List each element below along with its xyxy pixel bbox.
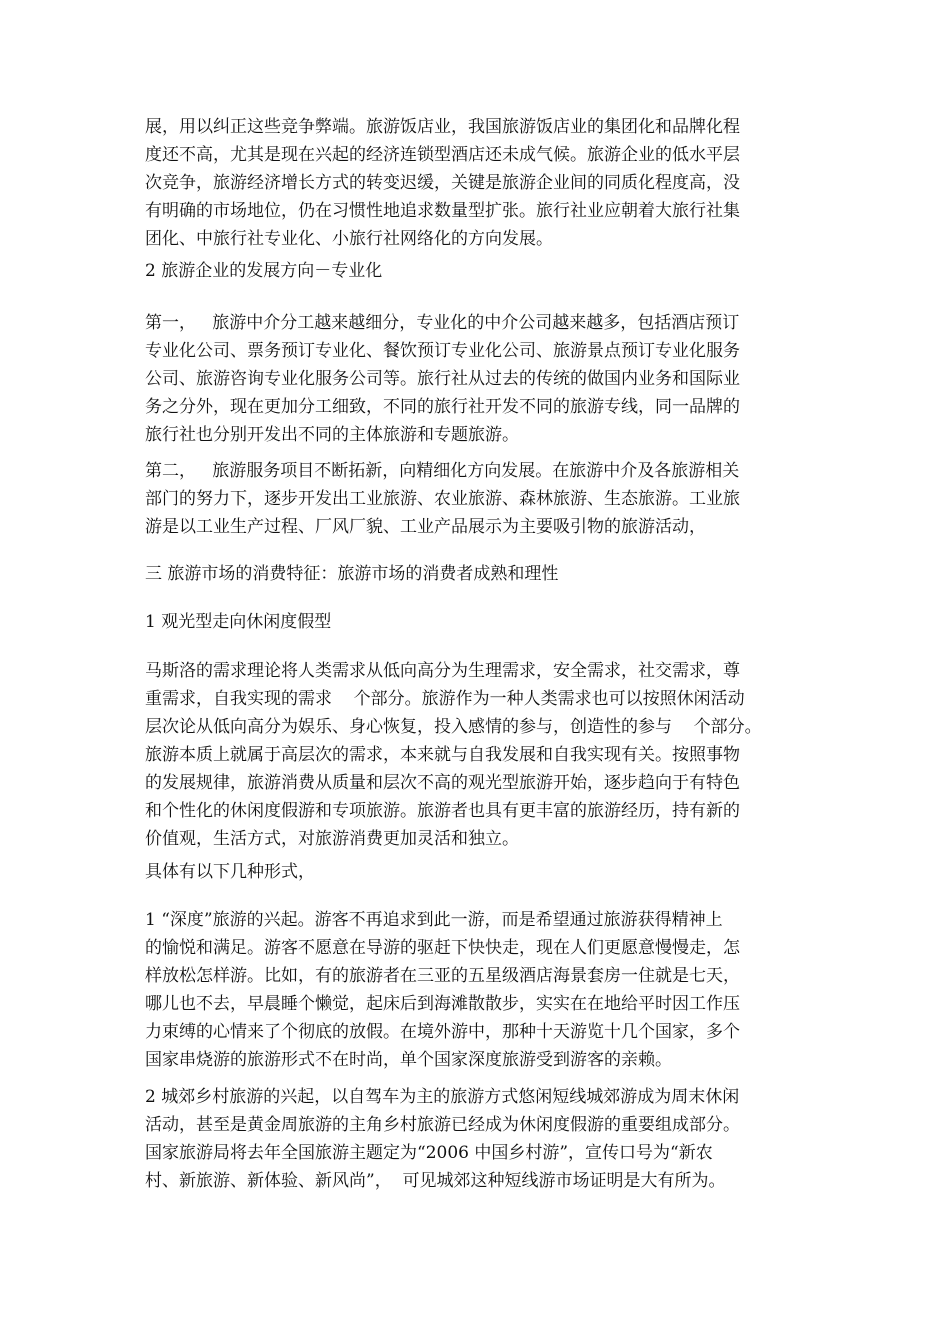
text-line: 的愉悦和满足。游客不愿意在导游的驱赶下快快走，现在人们更愿意慢慢走，怎	[145, 938, 740, 958]
text-line: 展，用以纠正这些竞争弊端。旅游饭店业，我国旅游饭店业的集团化和品牌化程	[145, 117, 740, 137]
text-line: 和个性化的休闲度假游和专项旅游。旅游者也具有更丰富的旅游经历，持有新的	[145, 801, 740, 821]
paragraph-industry-competition	[145, 113, 815, 253]
paragraph-maslow	[145, 657, 815, 853]
paragraph-first-point	[145, 309, 815, 449]
heading-text: 2 旅游企业的发展方向－专业化	[145, 261, 383, 281]
subheading-sightseeing-to-leisure	[145, 608, 815, 636]
text-line: 样放松怎样游。比如，有的旅游者在三亚的五星级酒店海景套房一住就是七天，	[145, 966, 740, 986]
paragraph-deep-travel	[145, 906, 815, 1074]
text-line: 专业化公司、票务预订专业化、餐饮预订专业化公司、旅游景点预订专业化服务	[145, 341, 740, 361]
text-line: 公司、旅游咨询专业化服务公司等。旅行社从过去的传统的做国内业务和国际业	[145, 369, 740, 389]
heading-text: 三 旅游市场的消费特征：旅游市场的消费者成熟和理性	[145, 564, 559, 584]
paragraph-forms-intro	[145, 858, 815, 886]
heading-text: 1 观光型走向休闲度假型	[145, 612, 332, 632]
paragraph-second-point	[145, 457, 815, 541]
text-line: 村、新旅游、新体验、新风尚”， 可见城郊这种短线游市场证明是大有所为。	[145, 1171, 726, 1191]
text-line: 1 “深度”旅游的兴起。游客不再追求到此一游，而是希望通过旅游获得精神上	[145, 910, 723, 930]
text-line: 具体有以下几种形式，	[145, 862, 315, 882]
text-line: 国家串烧游的旅游形式不在时尚，单个国家深度旅游受到游客的亲赖。	[145, 1050, 672, 1070]
text-line: 务之分外，现在更加分工细致，不同的旅行社开发不同的旅游专线，同一品牌的	[145, 397, 740, 417]
text-line: 有明确的市场地位，仍在习惯性地追求数量型扩张。旅行社业应朝着大旅行社集	[145, 201, 740, 221]
text-line: 团化、中旅行社专业化、小旅行社网络化的方向发展。	[145, 229, 553, 249]
text-line: 的发展规律，旅游消费从质量和层次不高的观光型旅游开始，逐步趋向于有特色	[145, 773, 740, 793]
section-heading-specialization	[145, 257, 815, 285]
text-line: 重需求，自我实现的需求 个部分。旅游作为一种人类需求也可以按照休闲活动	[145, 689, 745, 709]
text-line: 层次论从低向高分为娱乐、身心恢复，投入感情的参与，创造性的参与 个部分。	[145, 717, 762, 737]
text-line: 马斯洛的需求理论将人类需求从低向高分为生理需求，安全需求，社交需求，尊	[145, 661, 740, 681]
text-line: 部门的努力下，逐步开发出工业旅游、农业旅游、森林旅游、生态旅游。工业旅	[145, 489, 740, 509]
text-line: 2 城郊乡村旅游的兴起，以自驾车为主的旅游方式悠闲短线城郊游成为周末休闲	[145, 1087, 740, 1107]
text-line: 哪儿也不去，早晨睡个懒觉，起床后到海滩散散步，实实在在地给平时因工作压	[145, 994, 740, 1014]
text-line: 第二， 旅游服务项目不断拓新，向精细化方向发展。在旅游中介及各旅游相关	[145, 461, 740, 481]
text-line: 国家旅游局将去年全国旅游主题定为“2006 中国乡村游”，宣传口号为“新农	[145, 1143, 713, 1163]
text-line: 次竞争，旅游经济增长方式的转变迟缓，关键是旅游企业间的同质化程度高，没	[145, 173, 740, 193]
text-line: 力束缚的心情来了个彻底的放假。在境外游中，那种十天游览十几个国家，多个	[145, 1022, 740, 1042]
text-line: 度还不高，尤其是现在兴起的经济连锁型酒店还未成气候。旅游企业的低水平层	[145, 145, 740, 165]
text-line: 价值观，生活方式，对旅游消费更加灵活和独立。	[145, 829, 519, 849]
text-line: 旅行社也分别开发出不同的主体旅游和专题旅游。	[145, 425, 519, 445]
text-line: 游是以工业生产过程、厂风厂貌、工业产品展示为主要吸引物的旅游活动，	[145, 517, 706, 537]
section-heading-consumption	[145, 560, 815, 588]
text-line: 活动，甚至是黄金周旅游的主角乡村旅游已经成为休闲度假游的重要组成部分。	[145, 1115, 740, 1135]
paragraph-rural-tourism	[145, 1083, 815, 1195]
text-line: 第一， 旅游中介分工越来越细分，专业化的中介公司越来越多，包括酒店预订	[145, 313, 740, 333]
text-line: 旅游本质上就属于高层次的需求，本来就与自我发展和自我实现有关。按照事物	[145, 745, 740, 765]
